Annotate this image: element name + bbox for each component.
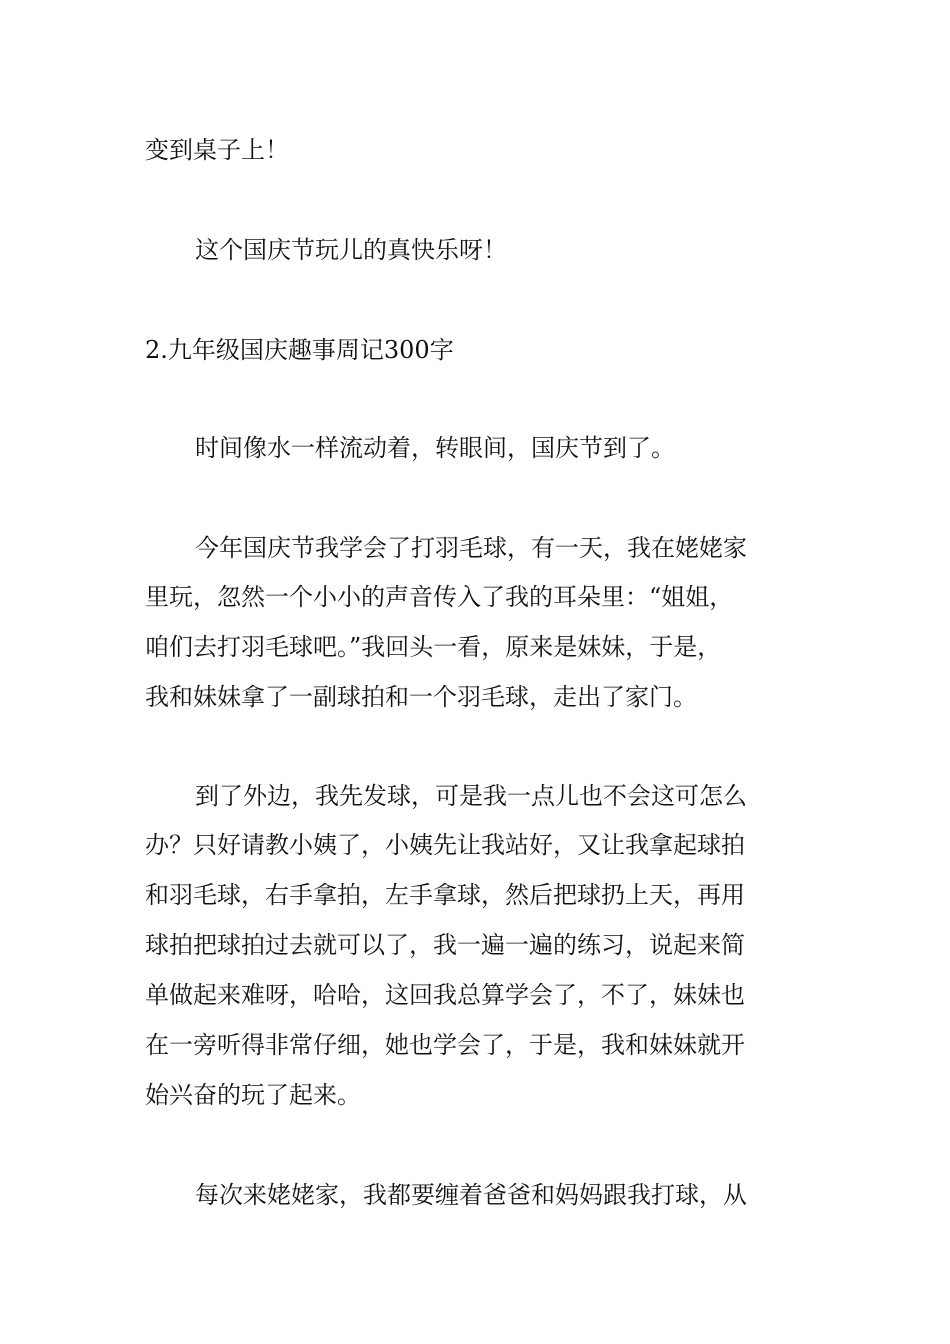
text-line: 今年国庆节我学会了打羽毛球，有一天，我在姥姥家 — [195, 534, 747, 562]
text-line: 这个国庆节玩儿的真快乐呀！ — [195, 236, 507, 264]
text-line: 始兴奋的玩了起来。 — [145, 1081, 361, 1109]
text-line: 球拍把球拍过去就可以了，我一遍一遍的练习，说起来简 — [145, 931, 745, 959]
text-line: 到了外边，我先发球，可是我一点儿也不会这可怎么 — [195, 782, 747, 810]
text-line: 单做起来难呀，哈哈，这回我总算学会了，不了，妹妹也 — [145, 981, 745, 1009]
text-line: 我和妹妹拿了一副球拍和一个羽毛球，走出了家门。 — [145, 683, 697, 711]
text-line: 变到桌子上！ — [145, 136, 289, 164]
text-line: 里玩，忽然一个小小的声音传入了我的耳朵里：“姐姐， — [145, 583, 734, 611]
text-line: 时间像水一样流动着，转眼间，国庆节到了。 — [195, 434, 675, 462]
text-line: 咱们去打羽毛球吧。”我回头一看，原来是妹妹，于是， — [145, 633, 722, 661]
text-line: 办？只好请教小姨了，小姨先让我站好，又让我拿起球拍 — [145, 831, 745, 859]
text-line: 在一旁听得非常仔细，她也学会了，于是，我和妹妹就开 — [145, 1031, 745, 1059]
section-heading: 2.九年级国庆趣事周记300字 — [145, 336, 454, 364]
text-line: 和羽毛球，右手拿拍，左手拿球，然后把球扔上天，再用 — [145, 881, 745, 909]
text-line: 每次来姥姥家，我都要缠着爸爸和妈妈跟我打球，从 — [195, 1181, 747, 1209]
